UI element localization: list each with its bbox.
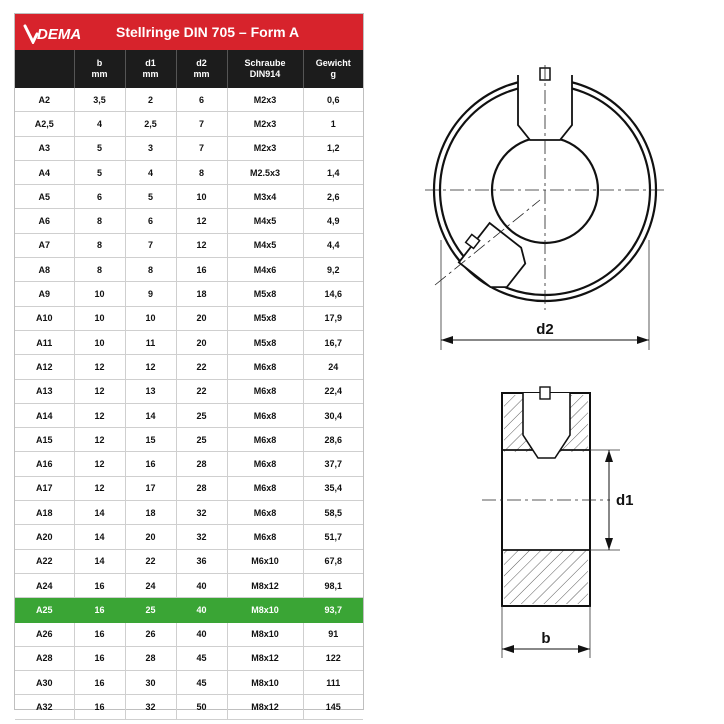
table-cell: 12 — [125, 355, 176, 379]
table-cell: 22 — [125, 549, 176, 573]
table-cell: A2,5 — [15, 112, 74, 136]
table-row — [15, 112, 363, 136]
table-cell: 30,4 — [303, 403, 363, 427]
table-cell: 7 — [176, 136, 227, 160]
table-cell: A8 — [15, 258, 74, 282]
table-cell: 6 — [74, 185, 125, 209]
table-cell: 30 — [125, 671, 176, 695]
table-row — [15, 428, 363, 452]
table-cell: 10 — [74, 330, 125, 354]
table-cell: 8 — [125, 258, 176, 282]
table-cell: 10 — [176, 185, 227, 209]
table-row — [15, 330, 363, 354]
table-cell: 28 — [176, 452, 227, 476]
table-cell: 28 — [176, 476, 227, 500]
table-cell: M5x8 — [227, 330, 303, 354]
d2-arrow-right — [637, 336, 649, 344]
table-cell: 50 — [176, 695, 227, 719]
table-cell: 8 — [74, 233, 125, 257]
table-cell: 8 — [176, 160, 227, 184]
table-cell: M8x12 — [227, 646, 303, 670]
table-cell: M5x8 — [227, 282, 303, 306]
table-cell: 40 — [176, 622, 227, 646]
table-cell: 22 — [176, 355, 227, 379]
table-cell: 37,7 — [303, 452, 363, 476]
table-cell: 14 — [74, 525, 125, 549]
side-screw-slot — [540, 387, 550, 399]
table-cell: 12 — [74, 403, 125, 427]
table-cell: A24 — [15, 573, 74, 597]
table-cell: 24 — [125, 573, 176, 597]
b-arrow-right — [578, 645, 590, 653]
table-cell: 12 — [176, 233, 227, 257]
table-cell: 12 — [74, 476, 125, 500]
table-cell: 40 — [176, 598, 227, 622]
table-cell: 14 — [74, 549, 125, 573]
table-cell: 12 — [176, 209, 227, 233]
table-cell: A17 — [15, 476, 74, 500]
table-cell: A26 — [15, 622, 74, 646]
front-view — [425, 65, 665, 350]
table-cell: 18 — [176, 282, 227, 306]
table-row — [15, 355, 363, 379]
column-header — [125, 50, 176, 88]
table-cell: 12 — [74, 452, 125, 476]
table-cell: 8 — [74, 209, 125, 233]
table-cell: 35,4 — [303, 476, 363, 500]
table-cell: 45 — [176, 646, 227, 670]
table-cell: A32 — [15, 695, 74, 719]
table-cell: A10 — [15, 306, 74, 330]
table-row — [15, 233, 363, 257]
table-cell: M4x5 — [227, 233, 303, 257]
table-cell: 20 — [176, 306, 227, 330]
column-header-line1: b — [96, 58, 103, 68]
table-cell: M6x8 — [227, 525, 303, 549]
d1-label: d1 — [616, 492, 634, 509]
table-cell: A2 — [15, 88, 74, 112]
table-cell: 32 — [176, 525, 227, 549]
table-cell: A9 — [15, 282, 74, 306]
table-cell: A28 — [15, 646, 74, 670]
table-cell: 12 — [74, 379, 125, 403]
table-row — [15, 573, 363, 597]
table-cell: M8x12 — [227, 695, 303, 719]
table-cell: 16 — [125, 452, 176, 476]
table-cell: 93,7 — [303, 598, 363, 622]
table-cell: M4x6 — [227, 258, 303, 282]
table-cell: 22 — [176, 379, 227, 403]
table-cell: A30 — [15, 671, 74, 695]
table-header-row — [15, 50, 363, 88]
table-cell: 6 — [125, 209, 176, 233]
table-cell: 26 — [125, 622, 176, 646]
table-cell: 4,9 — [303, 209, 363, 233]
table-cell: A13 — [15, 379, 74, 403]
table-cell: 3 — [125, 136, 176, 160]
table-row — [15, 258, 363, 282]
table-cell: 12 — [74, 355, 125, 379]
table-cell: 28,6 — [303, 428, 363, 452]
table-cell: 36 — [176, 549, 227, 573]
table-cell: 1,4 — [303, 160, 363, 184]
table-cell: 16 — [74, 598, 125, 622]
table-row — [15, 160, 363, 184]
table-cell: M2x3 — [227, 88, 303, 112]
table-cell: 2 — [125, 88, 176, 112]
table-cell: A22 — [15, 549, 74, 573]
logo-text: DEMA — [37, 26, 82, 43]
table-cell: 5 — [125, 185, 176, 209]
table-row — [15, 549, 363, 573]
table-cell: A5 — [15, 185, 74, 209]
table-cell: 4,4 — [303, 233, 363, 257]
table-cell: 17 — [125, 476, 176, 500]
column-header-line2: mm — [193, 69, 210, 79]
table-row — [15, 403, 363, 427]
brand-header — [15, 14, 363, 50]
dema-logo — [23, 22, 101, 44]
table-cell: 5 — [74, 136, 125, 160]
table-cell: M3x4 — [227, 185, 303, 209]
table-cell: 2,6 — [303, 185, 363, 209]
d2-arrow-left — [441, 336, 453, 344]
table-cell: 10 — [74, 306, 125, 330]
table-cell: 16 — [74, 671, 125, 695]
table-cell: M8x10 — [227, 598, 303, 622]
table-cell: 9 — [125, 282, 176, 306]
table-cell: 91 — [303, 622, 363, 646]
table-body — [15, 88, 363, 719]
column-header-line1: d2 — [196, 58, 207, 68]
column-header — [15, 50, 74, 88]
table-cell: M2x3 — [227, 136, 303, 160]
table-cell: 14 — [74, 501, 125, 525]
d1-arrow-top — [605, 450, 613, 462]
table-row — [15, 136, 363, 160]
table-cell: 3,5 — [74, 88, 125, 112]
table-cell: 1,2 — [303, 136, 363, 160]
table-cell: 2,5 — [125, 112, 176, 136]
table-cell: M6x8 — [227, 476, 303, 500]
table-row — [15, 379, 363, 403]
table-cell: 25 — [125, 598, 176, 622]
table-cell: 16 — [74, 646, 125, 670]
table-cell: 20 — [176, 330, 227, 354]
table-cell: A4 — [15, 160, 74, 184]
table-cell: 10 — [74, 282, 125, 306]
table-cell: 122 — [303, 646, 363, 670]
table-cell: 16 — [74, 573, 125, 597]
b-label: b — [541, 630, 551, 647]
table-cell: 0,6 — [303, 88, 363, 112]
column-header — [176, 50, 227, 88]
table-cell: M5x8 — [227, 306, 303, 330]
table-row — [15, 501, 363, 525]
table-cell: 32 — [176, 501, 227, 525]
table-cell: A18 — [15, 501, 74, 525]
table-cell: 111 — [303, 671, 363, 695]
table-cell: 16,7 — [303, 330, 363, 354]
table-cell: 40 — [176, 573, 227, 597]
side-bottom-section — [504, 550, 588, 604]
table-cell: 67,8 — [303, 549, 363, 573]
table-cell: 16 — [74, 695, 125, 719]
table-cell: 51,7 — [303, 525, 363, 549]
table-cell: M6x8 — [227, 452, 303, 476]
table-cell: 7 — [176, 112, 227, 136]
column-header-line2: DIN914 — [249, 69, 281, 79]
table-cell: 25 — [176, 428, 227, 452]
table-cell: M6x8 — [227, 355, 303, 379]
table-row — [15, 88, 363, 112]
table-row — [15, 306, 363, 330]
table-cell: 14,6 — [303, 282, 363, 306]
table-cell: 4 — [125, 160, 176, 184]
table-cell: 16 — [176, 258, 227, 282]
table-cell: 9,2 — [303, 258, 363, 282]
table-cell: M6x8 — [227, 501, 303, 525]
table-cell: 98,1 — [303, 573, 363, 597]
spec-table — [15, 50, 363, 720]
table-row-highlighted — [15, 598, 363, 622]
table-cell: 5 — [74, 160, 125, 184]
table-cell: M4x5 — [227, 209, 303, 233]
table-cell: A3 — [15, 136, 74, 160]
table-cell: 24 — [303, 355, 363, 379]
table-cell: M8x10 — [227, 622, 303, 646]
table-cell: 6 — [176, 88, 227, 112]
table-cell: M2.5x3 — [227, 160, 303, 184]
table-cell: M8x12 — [227, 573, 303, 597]
table-cell: A12 — [15, 355, 74, 379]
table-cell: M2x3 — [227, 112, 303, 136]
table-cell: 14 — [125, 403, 176, 427]
column-header-line1: Gewicht — [315, 58, 351, 68]
table-row — [15, 525, 363, 549]
table-cell: A7 — [15, 233, 74, 257]
table-cell: M6x8 — [227, 428, 303, 452]
table-row — [15, 282, 363, 306]
table-cell: 16 — [74, 622, 125, 646]
table-cell: M6x10 — [227, 549, 303, 573]
page-title: Stellringe DIN 705 – Form A — [116, 24, 300, 40]
table-cell: 22,4 — [303, 379, 363, 403]
table-cell: A25 — [15, 598, 74, 622]
d2-label: d2 — [536, 321, 554, 338]
table-cell: 20 — [125, 525, 176, 549]
table-cell: 25 — [176, 403, 227, 427]
table-row — [15, 646, 363, 670]
spec-sheet — [14, 13, 364, 713]
table-cell: 17,9 — [303, 306, 363, 330]
angled-screw — [453, 219, 531, 295]
column-header-line1: Schraube — [244, 58, 286, 68]
table-row — [15, 185, 363, 209]
column-header — [74, 50, 125, 88]
column-header-line2: mm — [91, 69, 108, 79]
column-header — [303, 50, 363, 88]
table-row — [15, 476, 363, 500]
table-cell: M6x8 — [227, 379, 303, 403]
table-cell: 7 — [125, 233, 176, 257]
table-cell: 13 — [125, 379, 176, 403]
table-cell: A16 — [15, 452, 74, 476]
table-cell: 1 — [303, 112, 363, 136]
table-cell: A14 — [15, 403, 74, 427]
table-row — [15, 695, 363, 719]
table-cell: A6 — [15, 209, 74, 233]
table-cell: 11 — [125, 330, 176, 354]
table-cell: M8x10 — [227, 671, 303, 695]
table-cell: 18 — [125, 501, 176, 525]
side-view — [482, 387, 634, 658]
table-row — [15, 209, 363, 233]
table-cell: 28 — [125, 646, 176, 670]
table-cell: 145 — [303, 695, 363, 719]
table-cell: 15 — [125, 428, 176, 452]
table-cell: A11 — [15, 330, 74, 354]
table-cell: 10 — [125, 306, 176, 330]
column-header-line1: d1 — [145, 58, 156, 68]
table-cell: 32 — [125, 695, 176, 719]
table-row — [15, 671, 363, 695]
table-cell: 12 — [74, 428, 125, 452]
table-cell: 8 — [74, 258, 125, 282]
table-cell: 45 — [176, 671, 227, 695]
table-cell: A15 — [15, 428, 74, 452]
table-row — [15, 622, 363, 646]
table-cell: M6x8 — [227, 403, 303, 427]
technical-drawing — [420, 60, 700, 670]
d1-arrow-bottom — [605, 538, 613, 550]
column-header-line2: mm — [142, 69, 159, 79]
column-header-line2: g — [330, 69, 336, 79]
table-row — [15, 452, 363, 476]
b-arrow-left — [502, 645, 514, 653]
table-cell: A20 — [15, 525, 74, 549]
table-cell: 4 — [74, 112, 125, 136]
column-header — [227, 50, 303, 88]
table-cell: 58,5 — [303, 501, 363, 525]
